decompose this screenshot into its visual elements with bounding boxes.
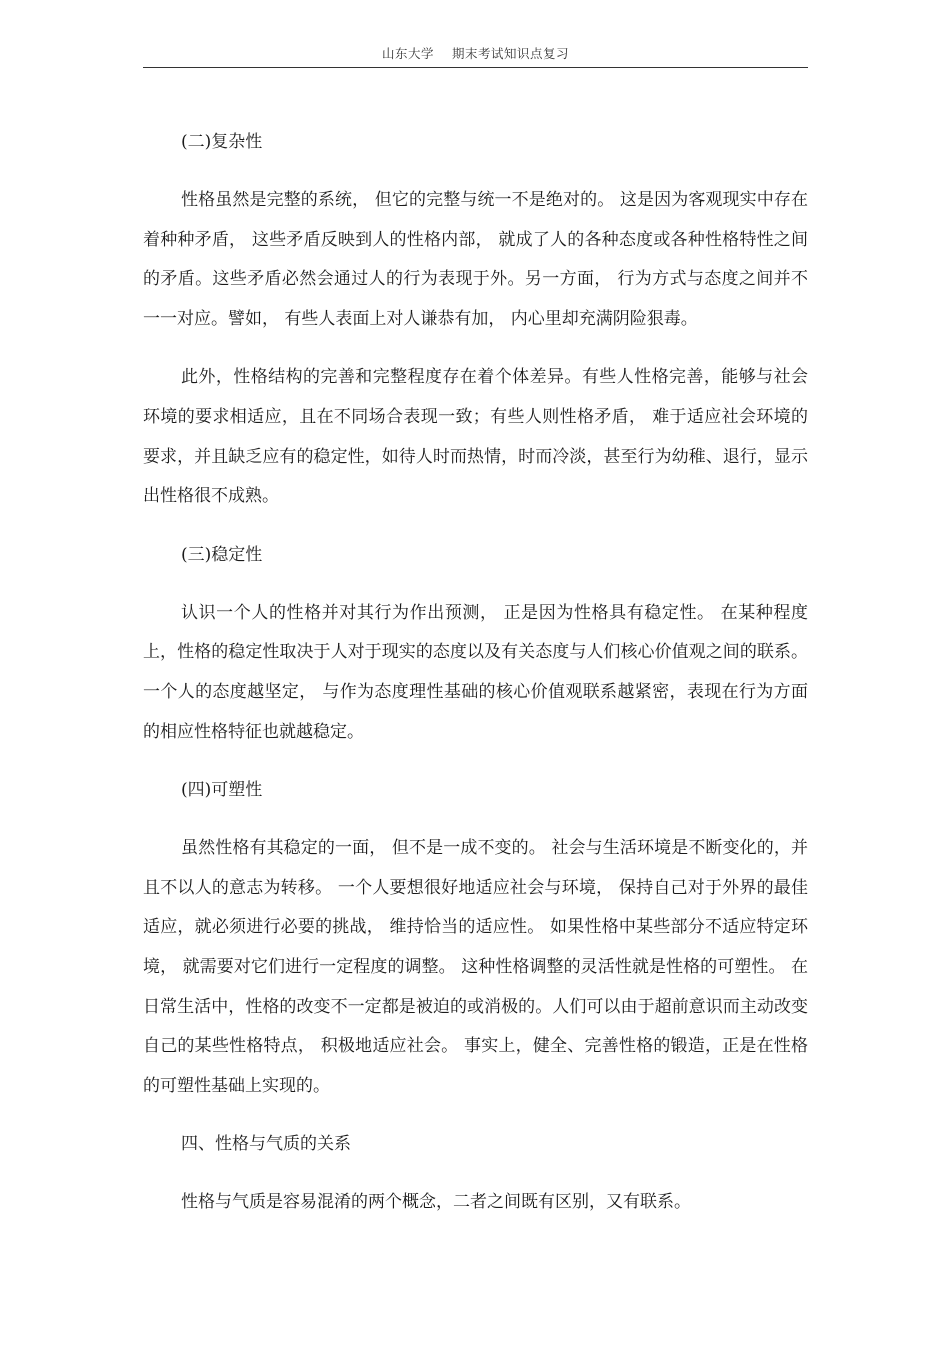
page-header: 山东大学 期末考试知识点复习 [382, 46, 569, 61]
paragraph-complexity-2: 此外，性格结构的完善和完整程度存在着个体差异。有些人性格完善，能够与社会环境的要求相适应，且在不同场合表现一致；有些人则性格矛盾， 难于适应社会环境的要求，并且缺乏应有的稳定性，如待人时而热情，时而冷淡，甚至行为幼稚、退行，显示出性格很不成熟。 [143, 367, 808, 507]
section-heading-character-temperament: 四、性格与气质的关系 [181, 1134, 351, 1155]
paragraph-complexity-1: 性格虽然是完整的系统， 但它的完整与统一不是绝对的。 这是因为客观现实中存在着种种矛盾， 这些矛盾反映到人的性格内部， 就成了人的各种态度或各种性格特性之间的矛盾。这些矛盾必然会通过人的行为表现于外。另一方面， 行为方式与态度之间并不一一对应。譬如， 有些人表面上对人谦恭有加， 内心里却充满阴险狠毒。 [143, 190, 808, 329]
paragraph-plasticity: 虽然性格有其稳定的一面， 但不是一成不变的。 社会与生活环境是不断变化的，并且不以人的意志为转移。 一个人要想很好地适应社会与环境， 保持自己对于外界的最佳适应，就必须进行必要的挑战， 维持恰当的适应性。 如果性格中某些部分不适应特定环境， 就需要对它们进行一定程度的调整。 这种性格调整的灵活性就是性格的可塑性。 在日常生活中，性格的改变不一定都是被迫的或消极的。人们可以由于超前意识而主动改变自己的某些性格特点， 积极地适应社会。 事实上，健全、完善性格的锻造，正是在性格的可塑性基础上实现的。 [143, 838, 808, 1096]
section-heading-plasticity: (四)可塑性 [181, 780, 263, 801]
paragraph-character-temperament: 性格与气质是容易混淆的两个概念，二者之间既有区别，又有联系。 [181, 1192, 691, 1213]
section-heading-stability: (三)稳定性 [181, 544, 263, 565]
document-body [143, 123, 808, 1242]
paragraph-stability: 认识一个人的性格并对其行为作出预测， 正是因为性格具有稳定性。 在某种程度上，性格的稳定性取决于人对于现实的态度以及有关态度与人们核心价值观之间的联系。 一个人的态度越坚定， 与作为态度理性基础的核心价值观联系越紧密，表现在行为方面的相应性格特征也就越稳定。 [143, 602, 808, 742]
header-divider [143, 67, 808, 68]
section-heading-complexity: (二)复杂性 [181, 132, 263, 152]
